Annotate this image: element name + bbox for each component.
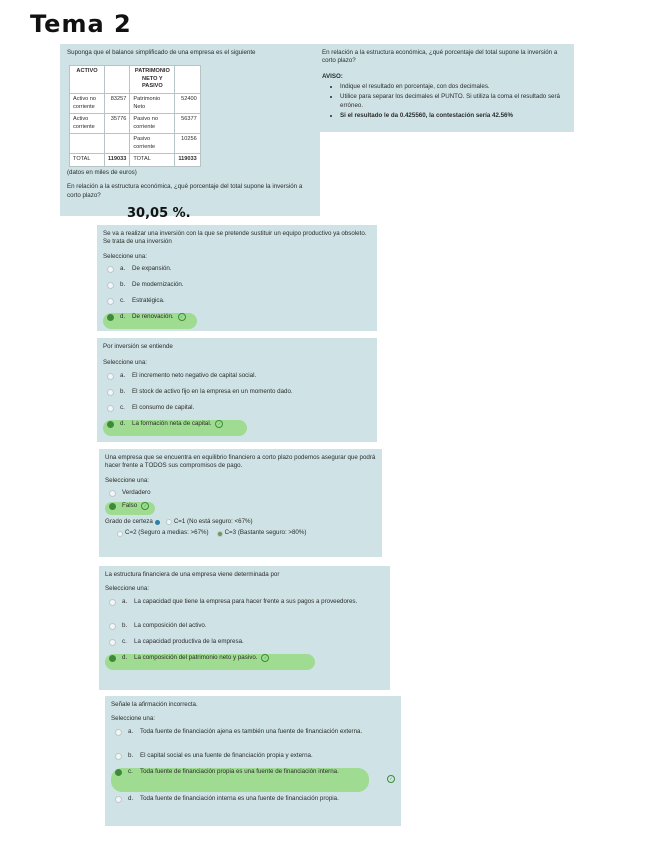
option-letter: a.	[120, 265, 126, 273]
check-circle-icon: ✓	[387, 775, 395, 783]
notice-item: • Si el resultado le da 0.425560, la contestación sería 42.56%	[340, 112, 568, 120]
option-b[interactable]	[111, 752, 395, 768]
question-5-card	[99, 566, 390, 690]
option-c[interactable]	[111, 767, 393, 792]
option-a[interactable]	[103, 265, 371, 281]
table-header-row	[70, 66, 201, 94]
radio-icon[interactable]	[107, 314, 114, 321]
table-row	[70, 154, 201, 167]
option-c[interactable]	[103, 404, 371, 420]
radio-icon[interactable]	[109, 599, 116, 606]
option-a[interactable]	[103, 372, 371, 388]
check-circle-icon: ✓	[215, 420, 223, 428]
radio-icon[interactable]	[115, 729, 122, 736]
option-label: La formación neta de capital.	[132, 419, 212, 427]
option-d[interactable]	[111, 795, 395, 811]
question-4-card	[99, 449, 382, 557]
certainty-row	[105, 518, 376, 526]
table-cell: 119033	[175, 154, 200, 167]
notice-list	[322, 83, 568, 120]
balance-table	[69, 65, 201, 166]
option-label: Toda fuente de financiación propia es una fuente de financiación interna.	[140, 767, 339, 775]
option-b[interactable]	[105, 622, 384, 638]
table-cell: 52400	[175, 94, 200, 114]
certainty-option: C=1 (No está seguro: <67%)	[173, 518, 253, 526]
table-cell: 119033	[105, 154, 130, 167]
option-label: Falso	[122, 502, 138, 510]
radio-icon[interactable]	[107, 389, 114, 396]
select-label: Seleccione una:	[103, 359, 148, 367]
option-label: Verdadero	[122, 489, 151, 497]
option-letter: c.	[120, 297, 125, 305]
radio-icon[interactable]	[166, 519, 172, 525]
radio-icon[interactable]	[109, 623, 116, 630]
question-6-text: Señale la afirmación incorrecta.	[111, 701, 198, 708]
option-d[interactable]	[103, 313, 197, 329]
radio-icon[interactable]	[109, 503, 116, 510]
table-row	[70, 114, 201, 134]
notice-title: AVISO:	[322, 72, 343, 80]
option-label: De modernización.	[132, 281, 184, 289]
option-label: El stock de activo fijo en la empresa en un momento dado.	[132, 387, 293, 395]
table-row	[70, 134, 201, 154]
radio-icon[interactable]	[217, 531, 223, 537]
radio-icon[interactable]	[107, 373, 114, 380]
question-5-text: La estructura financiera de una empresa viene determinada por	[105, 571, 280, 578]
select-label: Seleccione una:	[105, 585, 150, 593]
table-cell: 10256	[175, 134, 200, 154]
certainty-option: C=2 (Seguro a medias: >67%)	[125, 529, 209, 537]
option-c[interactable]	[105, 638, 384, 654]
radio-icon[interactable]	[109, 490, 116, 497]
question-1-text: En relación a la estructura económica, ¿qué porcentaje del total supone la inversión a corto plazo?	[67, 183, 303, 199]
question-6-card	[105, 696, 401, 826]
table-cell	[105, 134, 130, 154]
option-b[interactable]	[103, 281, 371, 297]
handwritten-answer: 30,05 %.	[127, 206, 191, 221]
radio-icon[interactable]	[115, 753, 122, 760]
question-1-intro: Suponga que el balance simplificado de una empresa es el siguiente	[67, 49, 256, 56]
option-letter: d.	[120, 419, 126, 427]
page-title: Tema 2	[30, 10, 132, 38]
notice-item: • Utilice para separar los decimales el PUNTO. Si utiliza la coma el resultado será erróneo.	[340, 93, 568, 110]
radio-icon[interactable]	[115, 796, 122, 803]
table-header: ACTIVO	[70, 66, 105, 94]
question-1-card	[60, 44, 320, 216]
option-letter: d.	[128, 794, 134, 802]
option-label: Toda fuente de financiación interna es una fuente de financiación propia.	[140, 794, 339, 802]
option-label: La composición del patrimonio neto y pasivo.	[134, 653, 258, 661]
option-a[interactable]	[105, 598, 384, 622]
option-true[interactable]	[105, 489, 376, 502]
info-icon[interactable]	[155, 520, 160, 525]
option-c[interactable]	[103, 297, 371, 313]
option-d[interactable]	[105, 654, 315, 670]
radio-icon[interactable]	[107, 421, 114, 428]
option-label: La capacidad productiva de la empresa.	[134, 637, 244, 645]
table-cell: Pasivo corriente	[130, 134, 175, 154]
question-3-card	[97, 338, 377, 442]
table-cell: Patrimonio Neto	[130, 94, 175, 114]
check-circle-icon: ✓	[141, 502, 149, 510]
radio-icon[interactable]	[109, 655, 116, 662]
option-label: Estratégica.	[132, 297, 165, 305]
table-cell: Activo corriente	[70, 114, 105, 134]
option-label: Toda fuente de financiación ajena es también una fuente de financiación externa.	[140, 727, 363, 735]
option-letter: a.	[120, 371, 126, 379]
table-row	[70, 94, 201, 114]
radio-icon[interactable]	[115, 769, 122, 776]
option-letter: b.	[122, 621, 128, 629]
table-cell	[70, 134, 105, 154]
units-note: (datos en miles de euros)	[67, 168, 137, 176]
notice-item: • Indique el resultado en porcentaje, con dos decimales.	[340, 83, 568, 91]
option-label: De renovación.	[132, 313, 174, 321]
radio-icon[interactable]	[107, 282, 114, 289]
question-1-notice-card	[316, 44, 574, 132]
table-header: PATRIMONIO NETO Y PASIVO	[130, 66, 175, 94]
table-cell: TOTAL	[70, 154, 105, 167]
table-header	[175, 66, 200, 94]
option-label: El capital social es una fuente de financiación propia y externa.	[140, 751, 313, 759]
select-label: Seleccione una:	[105, 476, 150, 484]
radio-icon[interactable]	[117, 531, 123, 537]
question-2-card	[97, 225, 377, 331]
option-label: De expansión.	[132, 265, 172, 273]
option-letter: c.	[128, 767, 133, 775]
option-letter: a.	[128, 727, 134, 735]
select-label: Seleccione una:	[111, 715, 156, 723]
check-circle-icon: ✓	[178, 313, 186, 321]
radio-icon[interactable]	[107, 405, 114, 412]
question-3-text: Por inversión se entiende	[103, 343, 173, 350]
option-letter: a.	[122, 597, 128, 605]
table-cell: Activo no corriente	[70, 94, 105, 114]
option-false[interactable]	[105, 502, 155, 515]
option-label: El consumo de capital.	[132, 403, 195, 411]
option-letter: b.	[120, 281, 126, 289]
table-cell: 35776	[105, 114, 130, 134]
option-b[interactable]	[103, 388, 371, 404]
option-d[interactable]	[103, 420, 247, 436]
select-label: Seleccione una:	[103, 252, 148, 260]
question-1-right-text: En relación a la estructura económica, ¿qué porcentaje del total supone la inversión a corto plazo?	[322, 49, 558, 65]
option-label: La capacidad que tiene la empresa para hacer frente a sus pagos a proveedores.	[134, 597, 358, 605]
question-4-text: Una empresa que se encuentra en equilibrio financiero a corto plazo podemos asegurar que podrá hacer frente a TODOS sus compromisos de pago.	[105, 454, 376, 470]
table-header	[105, 66, 130, 94]
option-letter: b.	[128, 751, 134, 759]
table-cell: 56377	[175, 114, 200, 134]
certainty-option: C=3 (Bastante seguro: >80%)	[224, 529, 307, 537]
check-circle-icon: ✓	[261, 654, 269, 662]
option-letter: b.	[120, 387, 126, 395]
certainty-label: Grado de certeza	[105, 518, 153, 526]
option-letter: c.	[120, 403, 125, 411]
option-label: El incremento neto negativo de capital social.	[132, 371, 257, 379]
radio-icon[interactable]	[109, 639, 116, 646]
certainty-row-2	[105, 529, 376, 537]
radio-icon[interactable]	[107, 298, 114, 305]
option-letter: c.	[122, 637, 127, 645]
radio-icon[interactable]	[107, 266, 114, 273]
table-cell: 83257	[105, 94, 130, 114]
option-label: La composición del activo.	[134, 621, 207, 629]
table-cell: Pasivo no corriente	[130, 114, 175, 134]
table-cell: TOTAL	[130, 154, 175, 167]
option-letter: d.	[120, 313, 126, 321]
option-letter: d.	[122, 653, 128, 661]
option-a[interactable]	[111, 728, 395, 752]
question-2-text: Se va a realizar una inversión con la que se pretende sustituir un equipo productivo ya obsoleto. Se trata de una inversión	[103, 230, 367, 246]
